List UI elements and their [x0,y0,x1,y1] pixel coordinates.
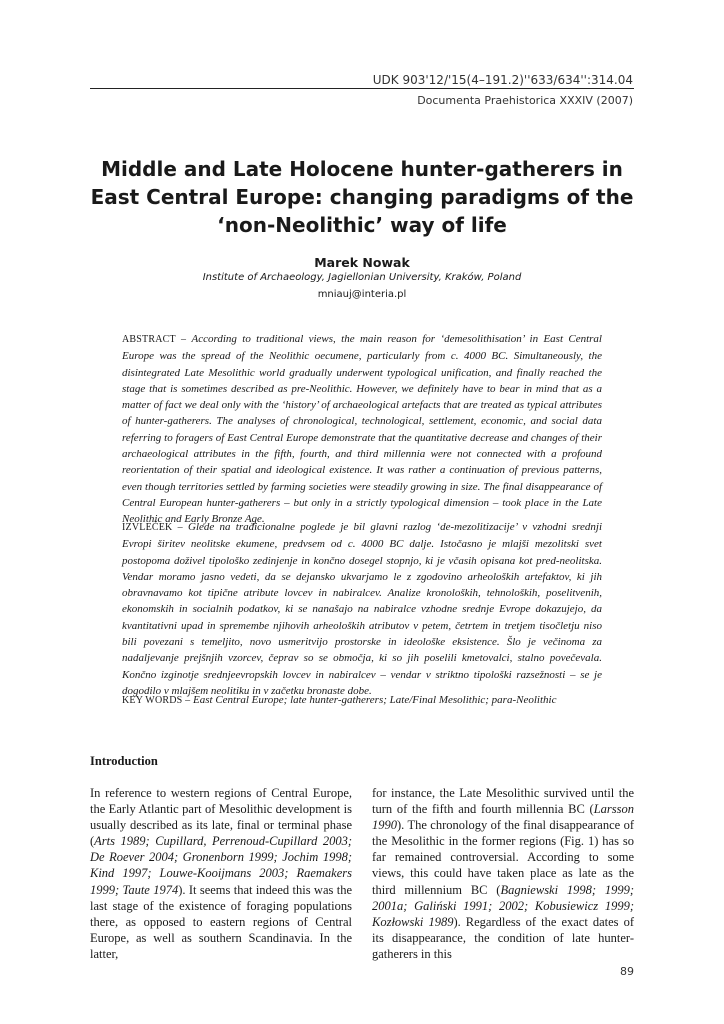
udk-code: UDK 903'12/'15(4–191.2)''633/634'':314.04 [372,73,633,87]
keywords-label: KEY WORDS – [122,695,194,706]
citation-list: Arts 1989; Cupillard, Perrenoud-Cupillard 2003; De Roever 2004; Gronenborn 1999; Jochim 1998; Kind 1997; Louwe-Kooijmans 2003; Raemakers 1999; Taute 1974 [90,834,352,897]
abstract-label: ABSTRACT – [122,334,192,345]
body-column-right [372,785,634,962]
izvlecek [122,519,602,699]
citation-list: Bagniewski 1998; 1999; 2001a; Galiński 1991; 2002; Kobusiewicz 1999; Kozłowski 1989 [372,882,634,929]
keywords-text: East Central Europe; late hunter-gatherers; Late/Final Mesolithic; para-Neolithic [193,694,557,706]
journal-citation: Documenta Praehistorica XXXIV (2007) [417,94,633,107]
abstract-text: According to traditional views, the main reason for ‘demesolithisation’ in East Central Europe was the spread of the Neolithic oecumene, particularly from c. 4000 BC. Simultaneously, the disintegrated Late Mesolithic world gradually underwent typological unification, and finally reached the stage that is sometimes described as pre-Neolithic. However, we definitely have to bear in mind that as a matter of fact we deal only with the ‘history’ of archaeological artefacts that are treated as typical attributes of hunter-gatherers. The analyses of chronological, technological, settlement, economic, and social data referring to foragers of East Central Europe demonstrate that the quantitative decrease and changes of their archaeological attributes in the fifth, fourth, and third millennia were not connected with a profound reorientation of their spatial and ideological existence. It was rather a continuation of previous patterns, even though territories settled by farming societies were steadily growing in size. The final disappearance of Central European hunter-gatherers – but only in a strictly typological dimension – took place in the Late Neolithic and Early Bronze Age. [122,333,602,526]
izvlecek-text: Glede na tradicionalne poglede je bil glavni razlog ‘de-mezolitizacije’ v vzhodni srednji Evropi širitev neolitske ekumene, predvsem od c. 4000 BC dalje. Istočasno je mlajši mezolitski svet postopoma doživel tipološko zedinjenje in končno dosegel stopnjo, ki je včasih opisana kot pred-neolitska. Vendar moramo jasno vedeti, da se dejansko ukvarjamo le z zgodovino arheoloških artefaktov, ki jih obravnavamo kot tipične atribute lovcev in nabiralcev. Analize kronoloških, tehnoloških, poselitvenih, ekonomskih in socialnih podatkov, ki se nanašajo na nabiralce vzhodne srednje Evrope dokazujejo, da kvantitativni upad in spremembe njihovih arheoloških atributov v petem, četrtem in tretjem tisočletju niso bili povezani s temeljito, novo usmeritvijo prostorske in ideološke eksistence. Šlo je večinoma za nadaljevanje prejšnjih vzorcev, čeprav so se območja, ki so jih poselili kmetovalci, stalno povečevala. Končno izginotje srednjeevropskih lovcev in nabiralcev – vendar v striktno tipološki razsežnosti – se je dogodilo v mlajšem neolitiku in v začetku bronaste dobe. [122,521,602,697]
author-affiliation: Institute of Archaeology, Jagiellonian University, Kraków, Poland [202,272,522,283]
keywords [122,692,602,709]
running-header [90,73,633,88]
header-rule [90,88,634,89]
body-text: ). The chronology of the final disappearance of the Mesolithic in the former regions (Fig. 1) has so far remained controversial. According to some views, this could have taken place as late as the third millennium BC ( [372,818,634,897]
article-title: Middle and Late Holocene hunter-gatherers in East Central Europe: changing paradigms of the ‘non-Neolithic’ way of life [90,157,634,237]
body-text: for instance, the Late Mesolithic survived until the turn of the fifth and fourth millennia BC ( [372,786,634,817]
page-number: 89 [620,965,634,978]
citation: Larsson 1990 [372,802,634,833]
body-text: In reference to western regions of Central Europe, the Early Atlantic part of Mesolithic development is usually described as its late, final or terminal phase ( [90,786,352,849]
abstract [122,331,602,528]
body-text: ). Regardless of the exact dates of its disappearance, the condition of late hunter-gatherers in this [372,914,635,961]
body-column-left [90,785,352,962]
section-heading: Introduction [90,754,158,768]
izvlecek-label: IZVLEČEK – [122,522,189,533]
author-name: Marek Nowak [314,255,410,270]
author-email[interactable]: mniauj@interia.pl [317,289,407,300]
body-text: ). It seems that indeed this was the last stage of the existence of foraging populations there, as opposed to eastern regions of Central Europe, as well as southern Scandinavia. In the latter, [90,882,352,961]
